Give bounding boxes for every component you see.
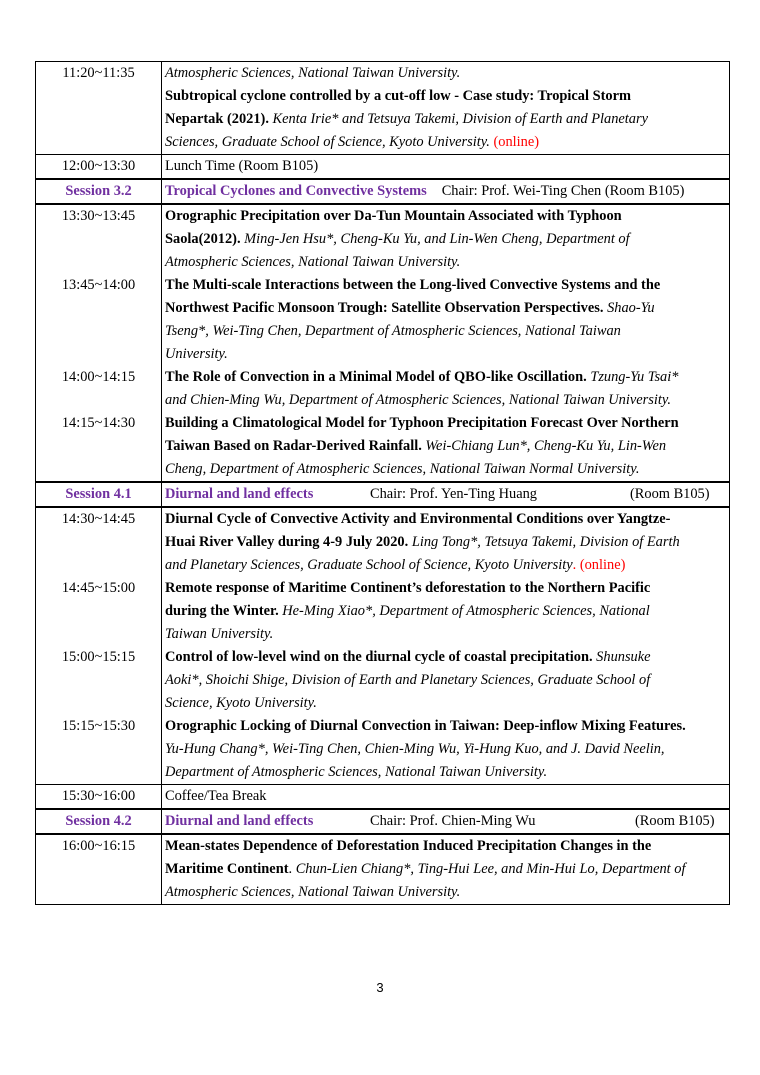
text-line — [165, 205, 726, 228]
time-slot — [36, 554, 161, 577]
text-segment: Northwest Pacific Monsoon Trough: Satellite Observation Perspectives. — [165, 300, 608, 316]
text-segment: Maritime Continent — [165, 861, 289, 877]
time-slot — [36, 600, 161, 623]
time-slot: 15:30~16:00 — [61, 788, 136, 804]
time-slot: 11:20~11:35 — [62, 65, 135, 81]
text-segment: and Chien-Ming Wu, Department of Atmospheric Sciences, National Taiwan University. — [165, 392, 672, 408]
text-segment: Mean-states Dependence of Deforestation Induced Precipitation Changes in the — [165, 838, 652, 854]
time-slot — [36, 458, 161, 481]
time-cell — [36, 62, 162, 155]
time-slot — [36, 435, 161, 458]
text-segment: . (online) — [572, 557, 626, 573]
text-segment: Subtropical cyclone controlled by a cut-off low - Case study: Tropical Storm — [165, 88, 631, 104]
content-cell — [162, 204, 730, 482]
time-cell — [36, 809, 162, 834]
text-line — [165, 881, 726, 904]
session-chair: Chair: Prof. Wei-Ting Chen (Room B105) — [441, 183, 685, 199]
session-title: Diurnal and land effects — [165, 486, 314, 502]
time-slot: 15:15~15:30 — [61, 718, 136, 734]
text-segment: Taiwan Based on Radar-Derived Rainfall. — [165, 438, 426, 454]
text-segment: The Multi-scale Interactions between the Long-lived Convective Systems and the — [165, 277, 661, 293]
text-segment: during the Winter. — [165, 603, 283, 619]
text-segment: University. — [165, 346, 228, 362]
session-label: Session 4.1 — [65, 486, 132, 502]
time-slot — [36, 858, 161, 881]
text-segment: Atmospheric Sciences, National Taiwan University. — [165, 65, 461, 81]
text-segment: He-Ming Xiao*, Department of Atmospheric Sciences, National — [282, 603, 650, 619]
text-line — [165, 435, 726, 458]
time-slot — [36, 623, 161, 646]
text-line — [165, 228, 726, 251]
text-line — [165, 738, 726, 761]
text-line — [165, 508, 726, 531]
text-segment: Wei-Chiang Lun*, Cheng-Ku Yu, Lin-Wen — [425, 438, 667, 454]
time-slot: 13:45~14:00 — [61, 277, 136, 293]
session-title: Diurnal and land effects — [165, 813, 314, 829]
text-segment: Department of Atmospheric Sciences, National Taiwan University. — [165, 764, 548, 780]
time-cell — [36, 482, 162, 507]
text-segment: Control of low-level wind on the diurnal cycle of coastal precipitation. — [165, 649, 597, 665]
session-label: Session 4.2 — [65, 813, 132, 829]
session-info — [165, 483, 726, 506]
text-segment: Huai River Valley during 4-9 July 2020. — [165, 534, 412, 550]
text-segment: Shunsuke — [596, 649, 651, 665]
session-chair: Chair: Prof. Yen-Ting Huang — [370, 486, 537, 502]
text-segment: Atmospheric Sciences, National Taiwan University. — [165, 884, 461, 900]
text-segment: Yu-Hung Chang*, Wei-Ting Chen, Chien-Ming Wu, Yi-Hung Kuo, and J. David Neelin, — [165, 741, 665, 757]
time-slot — [36, 669, 161, 692]
content-cell — [162, 834, 730, 905]
content-cell — [162, 507, 730, 785]
time-slot — [36, 343, 161, 366]
time-slot — [36, 761, 161, 784]
text-segment: Taiwan University. — [165, 626, 274, 642]
time-slot: 14:45~15:00 — [61, 580, 136, 596]
schedule-row — [36, 204, 730, 482]
time-slot — [36, 297, 161, 320]
time-slot — [36, 320, 161, 343]
session-info — [165, 180, 726, 203]
text-segment: and Planetary Sciences, Graduate School of Science, Kyoto University — [165, 557, 573, 573]
text-line — [165, 531, 726, 554]
text-line — [165, 715, 726, 738]
content-cell — [162, 482, 730, 507]
text-line — [165, 62, 726, 85]
time-slot — [36, 692, 161, 715]
text-segment: Tzung-Yu Tsai* — [590, 369, 679, 385]
text-line — [165, 297, 726, 320]
text-line — [165, 131, 726, 154]
time-cell — [36, 179, 162, 204]
schedule-row — [36, 62, 730, 155]
text-segment: Diurnal Cycle of Convective Activity and Environmental Conditions over Yangtze- — [165, 511, 671, 527]
text-line — [165, 108, 726, 131]
text-segment: Building a Climatological Model for Typhoon Precipitation Forecast Over Northern — [165, 415, 679, 431]
text-line — [165, 669, 726, 692]
session-header-row — [36, 179, 730, 204]
text-segment: Orographic Precipitation over Da-Tun Mountain Associated with Typhoon — [165, 208, 622, 224]
text-line — [165, 412, 726, 435]
text-line — [165, 835, 726, 858]
time-slot: 16:00~16:15 — [61, 838, 136, 854]
session-info — [165, 810, 726, 833]
text-line — [165, 761, 726, 784]
text-line — [165, 155, 726, 178]
text-line — [165, 623, 726, 646]
time-slot — [36, 531, 161, 554]
text-segment: Ming-Jen Hsu*, Cheng-Ku Yu, and Lin-Wen Cheng, Department of — [244, 231, 630, 247]
time-cell — [36, 155, 162, 180]
text-line — [165, 458, 726, 481]
text-segment: Saola(2012). — [165, 231, 245, 247]
text-segment: Lunch Time (Room B105) — [165, 158, 319, 174]
time-slot: 14:30~14:45 — [61, 511, 136, 527]
schedule-table — [35, 61, 730, 905]
text-segment: Cheng, Department of Atmospheric Sciences, National Taiwan Normal University. — [165, 461, 640, 477]
session-room: (Room B105) — [635, 813, 715, 829]
session-chair: Chair: Prof. Chien-Ming Wu — [370, 813, 536, 829]
time-cell — [36, 204, 162, 482]
text-line — [165, 389, 726, 412]
text-segment: Shao-Yu — [607, 300, 655, 316]
text-line — [165, 343, 726, 366]
text-line — [165, 785, 726, 808]
text-line — [165, 85, 726, 108]
session-header-row — [36, 809, 730, 834]
text-line — [165, 858, 726, 881]
text-segment: Tseng*, Wei-Ting Chen, Department of Atmospheric Sciences, National Taiwan — [165, 323, 621, 339]
text-segment: The Role of Convection in a Minimal Model of QBO-like Oscillation. — [165, 369, 591, 385]
time-slot — [36, 228, 161, 251]
time-cell — [36, 785, 162, 810]
time-slot: 12:00~13:30 — [61, 158, 136, 174]
time-slot — [36, 251, 161, 274]
text-segment: (online) — [489, 134, 540, 150]
time-slot: 14:15~14:30 — [61, 415, 136, 431]
schedule-row — [36, 155, 730, 180]
session-label: Session 3.2 — [65, 183, 132, 199]
time-slot — [36, 881, 161, 904]
time-slot: 14:00~14:15 — [61, 369, 136, 385]
time-slot: 15:00~15:15 — [61, 649, 136, 665]
text-segment: Orographic Locking of Diurnal Convection in Taiwan: Deep-inflow Mixing Features. — [165, 718, 686, 734]
content-cell — [162, 62, 730, 155]
time-cell — [36, 507, 162, 785]
text-line — [165, 577, 726, 600]
schedule-row — [36, 834, 730, 905]
content-cell — [162, 179, 730, 204]
text-segment: Sciences, Graduate School of Science, Kyoto University. — [165, 134, 490, 150]
time-cell — [36, 834, 162, 905]
text-line — [165, 692, 726, 715]
schedule-row — [36, 507, 730, 785]
text-line — [165, 320, 726, 343]
time-slot — [36, 738, 161, 761]
text-segment: Ling Tong*, Tetsuya Takemi, Division of Earth — [411, 534, 680, 550]
text-segment: Chun-Lien Chiang*, Ting-Hui Lee, and Min-Hui Lo, Department of — [295, 861, 686, 877]
session-room: (Room B105) — [630, 486, 710, 502]
page-number: 3 — [376, 980, 384, 995]
text-segment: Aoki*, Shoichi Shige, Division of Earth and Planetary Sciences, Graduate School of — [165, 672, 651, 688]
text-segment: . — [288, 861, 296, 877]
session-title: Tropical Cyclones and Convective Systems — [165, 183, 427, 199]
text-line — [165, 554, 726, 577]
text-segment: Atmospheric Sciences, National Taiwan University. — [165, 254, 461, 270]
text-line — [165, 251, 726, 274]
content-cell — [162, 155, 730, 180]
text-segment: Nepartak (2021). — [165, 111, 273, 127]
text-line — [165, 366, 726, 389]
content-cell — [162, 785, 730, 810]
text-segment: Coffee/Tea Break — [165, 788, 267, 804]
time-slot: 13:30~13:45 — [61, 208, 136, 224]
text-line — [165, 274, 726, 297]
text-segment: Science, Kyoto University. — [165, 695, 317, 711]
schedule-row — [36, 785, 730, 810]
text-line — [165, 646, 726, 669]
text-segment: Remote response of Maritime Continent’s deforestation to the Northern Pacific — [165, 580, 651, 596]
time-slot — [36, 389, 161, 412]
session-header-row — [36, 482, 730, 507]
content-cell — [162, 809, 730, 834]
text-line — [165, 600, 726, 623]
text-segment: Kenta Irie* and Tetsuya Takemi, Division of Earth and Planetary — [272, 111, 648, 127]
